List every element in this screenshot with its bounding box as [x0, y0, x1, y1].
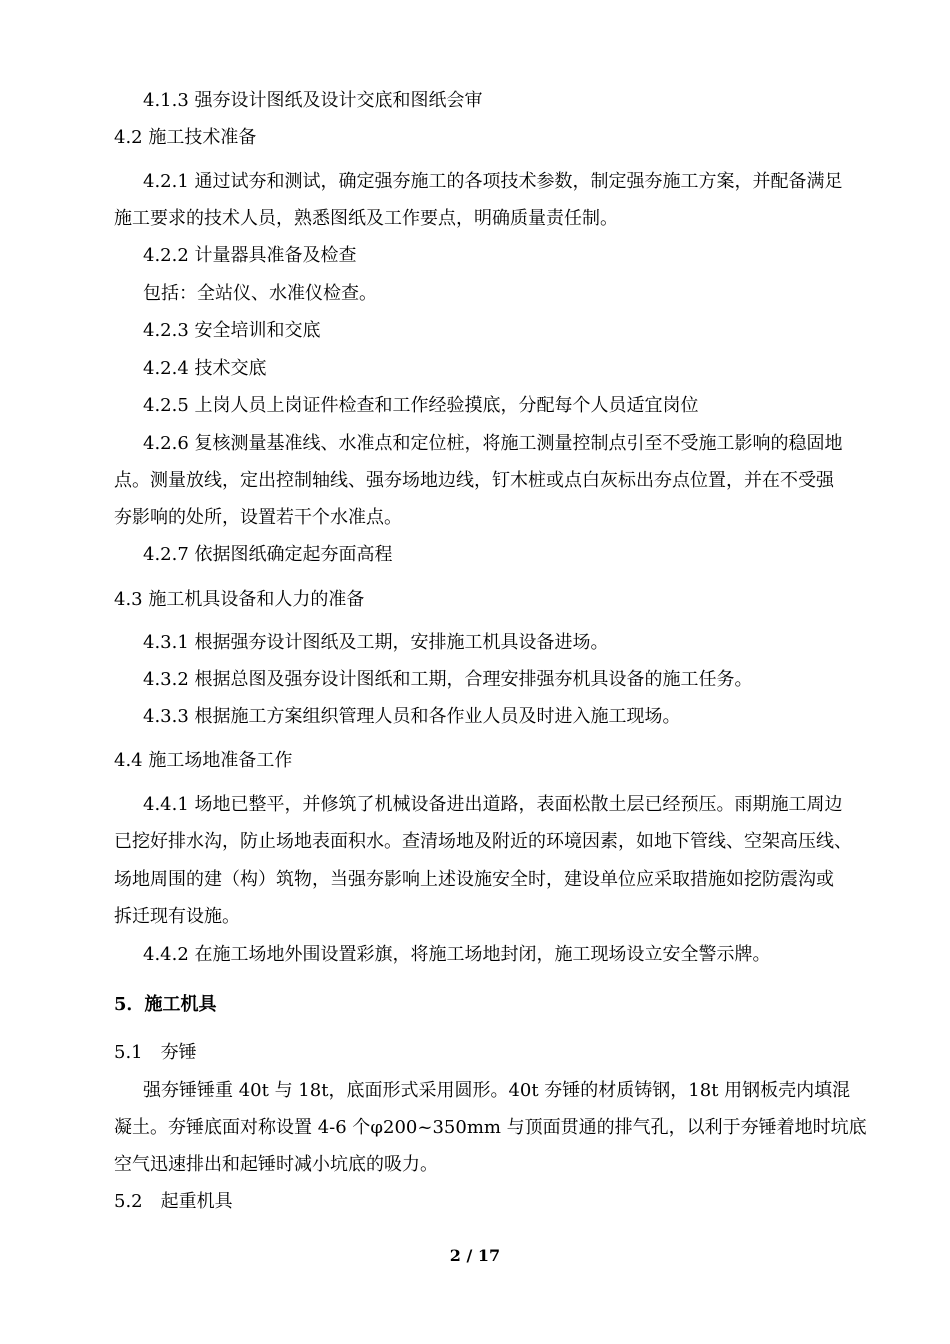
section-5-1-para-line3: 空气迅速排出和起锤时减小坑底的吸力。 — [114, 1154, 438, 1175]
clause-4-3-3: 4.3.3 根据施工方案组织管理人员和各作业人员及时进入施工现场。 — [143, 706, 681, 727]
clause-4-3-1: 4.3.1 根据强夯设计图纸及工期，安排施工机具设备进场。 — [143, 632, 609, 653]
clause-4-2-1-line2: 施工要求的技术人员，熟悉图纸及工作要点，明确质量责任制。 — [114, 208, 618, 229]
clause-4-2-6-line1: 4.2.6 复核测量基准线、水准点和定位桩，将施工测量控制点引至不受施工影响的稳固地 — [143, 433, 843, 454]
clause-4-2-6-line2: 点。测量放线，定出控制轴线、强夯场地边线，钉木桩或点白灰标出夯点位置，并在不受强 — [114, 470, 834, 491]
clause-4-1-3: 4.1.3 强夯设计图纸及设计交底和图纸会审 — [143, 90, 483, 111]
clause-4-4-1-line3: 场地周围的建（构）筑物，当强夯影响上述设施安全时，建设单位应采取措施如挖防震沟或 — [114, 869, 834, 890]
section-5-1-para-line2: 凝土。夯锤底面对称设置 4-6 个φ200~350mm 与顶面贯通的排气孔，以利于夯锤着地时坑底 — [114, 1117, 867, 1138]
clause-4-2-4: 4.2.4 技术交底 — [143, 358, 267, 379]
section-5-1-heading: 5.1 夯锤 — [114, 1042, 197, 1063]
page-number: 2 / 17 — [449, 1246, 501, 1265]
clause-4-4-1-line1: 4.4.1 场地已整平，并修筑了机械设备进出道路，表面松散土层已经预压。雨期施工周边 — [143, 794, 843, 815]
section-5-heading: 5．施工机具 — [114, 994, 217, 1015]
section-5-1-para-line1: 强夯锤锤重 40t 与 18t，底面形式采用圆形。40t 夯锤的材质铸钢，18t 用钢板壳内填混 — [143, 1080, 851, 1101]
clause-4-2-2-detail: 包括：全站仪、水准仪检查。 — [143, 283, 377, 304]
clause-4-2-7: 4.2.7 依据图纸确定起夯面高程 — [143, 544, 393, 565]
clause-4-2-3: 4.2.3 安全培训和交底 — [143, 320, 321, 341]
clause-4-2-2: 4.2.2 计量器具准备及检查 — [143, 245, 357, 266]
clause-4-3-2: 4.3.2 根据总图及强夯设计图纸和工期，合理安排强夯机具设备的施工任务。 — [143, 669, 753, 690]
clause-4-2-5: 4.2.5 上岗人员上岗证件检查和工作经验摸底，分配每个人员适宜岗位 — [143, 395, 699, 416]
section-4-4-heading: 4.4 施工场地准备工作 — [114, 750, 293, 771]
section-5-2-heading: 5.2 起重机具 — [114, 1191, 233, 1212]
section-4-3-heading: 4.3 施工机具设备和人力的准备 — [114, 589, 365, 610]
clause-4-4-1-line2: 已挖好排水沟，防止场地表面积水。查清场地及附近的环境因素，如地下管线、空架高压线、 — [114, 831, 852, 852]
clause-4-2-1-line1: 4.2.1 通过试夯和测试，确定强夯施工的各项技术参数，制定强夯施工方案，并配备满足 — [143, 171, 843, 192]
clause-4-4-2: 4.4.2 在施工场地外围设置彩旗，将施工场地封闭，施工现场设立安全警示牌。 — [143, 944, 771, 965]
section-4-2-heading: 4.2 施工技术准备 — [114, 127, 257, 148]
clause-4-4-1-line4: 拆迁现有设施。 — [114, 906, 240, 927]
clause-4-2-6-line3: 夯影响的处所，设置若干个水准点。 — [114, 507, 402, 528]
